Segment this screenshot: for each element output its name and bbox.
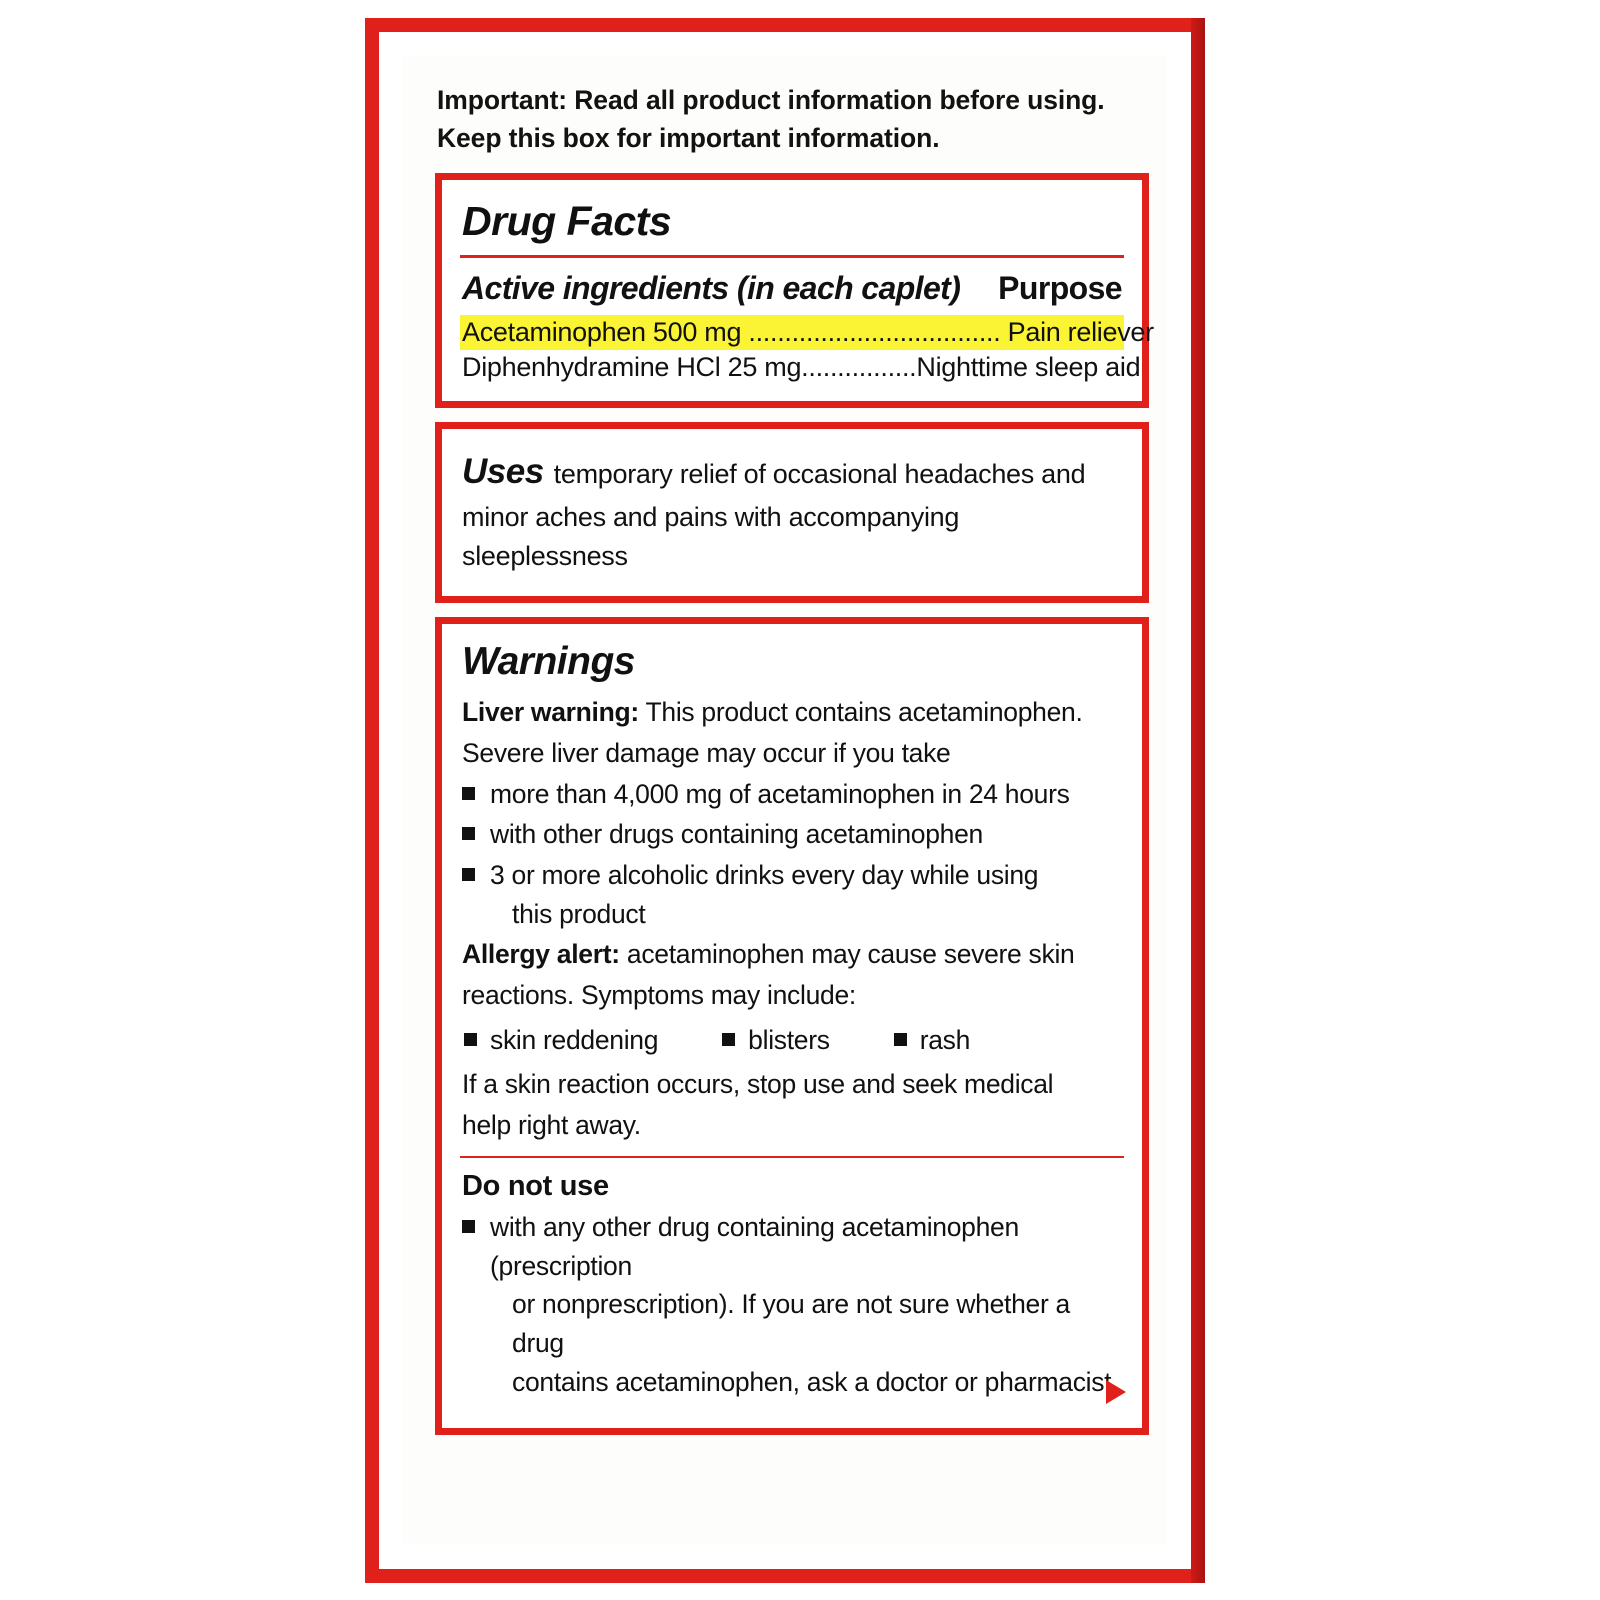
list-item-text: blisters — [748, 1024, 830, 1055]
list-item-continuation-1: or nonprescription). If you are not sure whether a drug — [512, 1289, 1070, 1358]
skin-reaction-line-1: If a skin reaction occurs, stop use and seek medical — [462, 1069, 1054, 1100]
ingredient-row-acetaminophen: Acetaminophen 500 mg ................................... Pain reliever — [460, 315, 1124, 350]
allergy-alert-label: Allergy alert: — [462, 939, 620, 970]
list-item-continuation-2: contains acetaminophen, ask a doctor or pharmacist. — [512, 1366, 1119, 1397]
important-line-1: Important: Read all product information before using. — [437, 85, 1105, 115]
do-not-use-title: Do not use — [462, 1169, 609, 1202]
active-ingredients-section — [435, 173, 1154, 408]
divider-rule — [460, 1156, 1124, 1158]
list-item — [720, 1020, 832, 1061]
active-ingredients-heading: Active ingredients (in each caplet) — [462, 270, 961, 307]
liver-warning-text: This product contains acetaminophen. — [638, 697, 1083, 728]
list-item — [460, 1207, 1124, 1402]
uses-line-1: temporary relief of occasional headaches and — [553, 459, 1086, 490]
important-line-2: Keep this box for important information. — [437, 122, 940, 153]
list-item-text: 3 or more alcoholic drinks every day while using — [490, 860, 1039, 891]
allergy-alert-line-2: reactions. Symptoms may include: — [462, 980, 856, 1011]
allergy-alert-line-1 — [460, 934, 1124, 975]
uses-line-2: minor aches and pains with accompanying sleeplessness — [462, 502, 960, 572]
liver-warning-line-1 — [460, 692, 1124, 733]
list-item — [460, 774, 1124, 815]
liver-warning-bullets — [460, 774, 1124, 935]
list-item-text: with any other drug containing acetaminophen (prescription — [490, 1211, 1019, 1281]
list-item-text: skin reddening — [490, 1024, 659, 1055]
drug-facts-title: Drug Facts — [462, 198, 672, 245]
divider-rule — [460, 255, 1124, 258]
uses-section — [435, 422, 1149, 603]
important-notice — [403, 56, 1167, 173]
list-item-continuation: this product — [512, 898, 646, 929]
active-ingredients-heading-row — [460, 264, 1124, 315]
list-item — [462, 1020, 660, 1061]
list-item — [892, 1020, 972, 1061]
uses-body — [460, 443, 1124, 580]
list-item — [460, 855, 1124, 934]
liver-warning-line-2: Severe liver damage may occur if you take — [462, 737, 951, 768]
list-item-text: more than 4,000 mg of acetaminophen in 24 hours — [490, 778, 1070, 809]
list-item-text: with other drugs containing acetaminophen — [490, 819, 983, 850]
continuation-arrow-icon — [1106, 1380, 1126, 1404]
allergy-symptom-list — [460, 1016, 1124, 1065]
list-item — [460, 814, 1124, 855]
purpose-heading: Purpose — [998, 270, 1122, 307]
list-item-text: rash — [919, 1024, 971, 1055]
allergy-alert-text: acetaminophen may cause severe skin — [619, 939, 1075, 970]
warnings-title: Warnings — [462, 640, 635, 684]
skin-reaction-line-2: help right away. — [462, 1110, 641, 1141]
liver-warning-label: Liver warning: — [462, 697, 639, 728]
product-package-panel — [365, 18, 1205, 1583]
warnings-section — [435, 617, 1149, 1435]
ingredient-row-diphenhydramine: Diphenhydramine HCl 25 mg................Nighttime sleep aid — [462, 352, 1141, 383]
uses-label: Uses — [462, 452, 544, 492]
drug-facts-label — [403, 56, 1167, 1545]
